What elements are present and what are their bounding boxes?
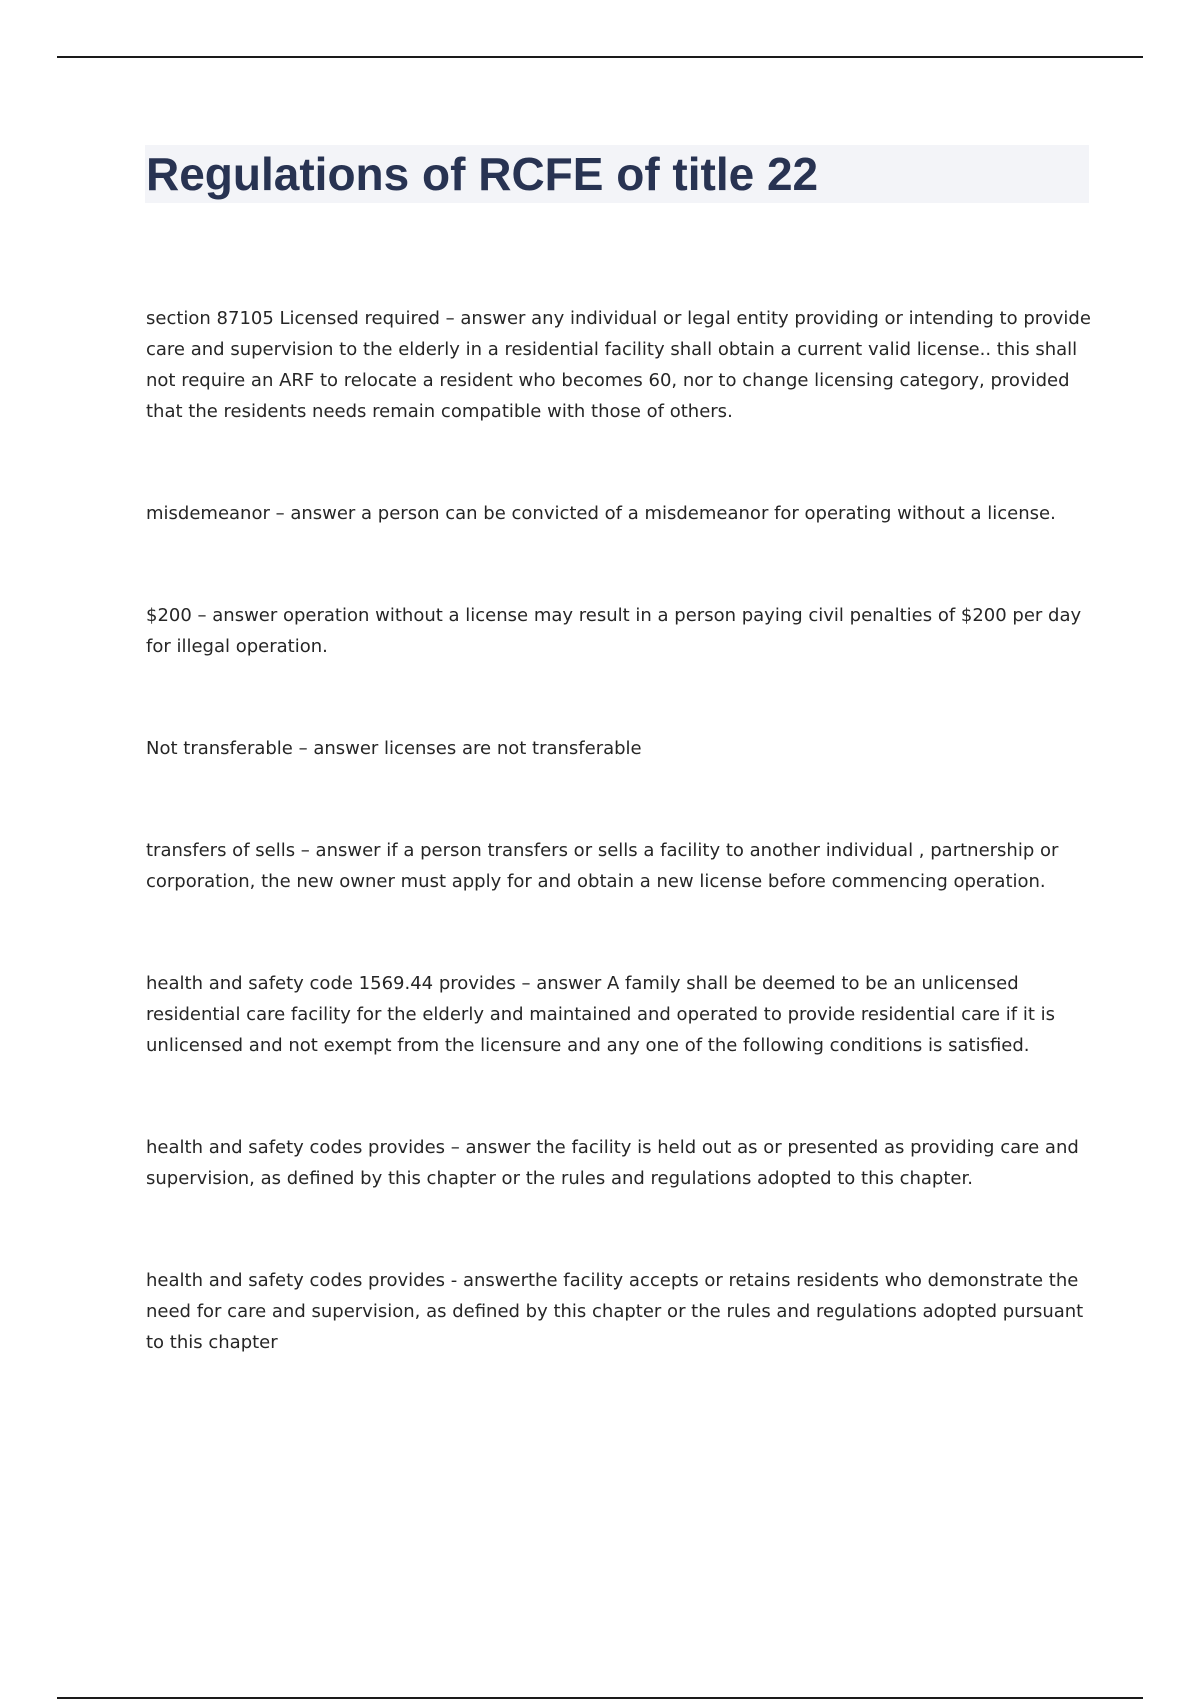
- entry-list: [146, 303, 1091, 1358]
- entry-not-transferable: Not transferable – answer licenses are not transferable: [146, 738, 642, 759]
- top-divider: [57, 56, 1143, 58]
- entry-misdemeanor: misdemeanor – answer a person can be convicted of a misdemeanor for operating without a license.: [146, 503, 1056, 524]
- entry-hsc-1569-44: health and safety code 1569.44 provides – answer A family shall be deemed to be an unlicensed residential care facility for the elderly and maintained and operated to provide residential care if it is unlicensed and not exempt from the licensure and any one of the following conditions is satisfied.: [146, 973, 1056, 1056]
- entry-transfers-sells: transfers of sells – answer if a person transfers or sells a facility to another individual , partnership or corporation, the new owner must apply for and obtain a new license before commencing operation.: [146, 840, 1059, 892]
- entry-civil-penalty: $200 – answer operation without a license may result in a person paying civil penalties of $200 per day for illegal operation.: [146, 605, 1082, 657]
- document-title: Regulations of RCFE of title 22: [146, 148, 819, 200]
- entry-accepts-or-retains-residents: health and safety codes provides - answerthe facility accepts or retains residents who demonstrate the need for care and supervision, as defined by this chapter or the rules and regulations adopted pursuant to this chapter: [146, 1270, 1084, 1353]
- entry-license-required: section 87105 Licensed required – answer any individual or legal entity providing or intending to provide care and supervision to the elderly in a residential facility shall obtain a current valid license.. this shall not require an ARF to relocate a resident who becomes 60, nor to change licensing category, provided that the residents needs remain compatible with those of others.: [146, 308, 1091, 422]
- entry-held-out-as-providing-care: health and safety codes provides – answer the facility is held out as or presented as providing care and supervision, as defined by this chapter or the rules and regulations adopted to this chapter.: [146, 1137, 1079, 1189]
- bottom-divider: [57, 1697, 1143, 1699]
